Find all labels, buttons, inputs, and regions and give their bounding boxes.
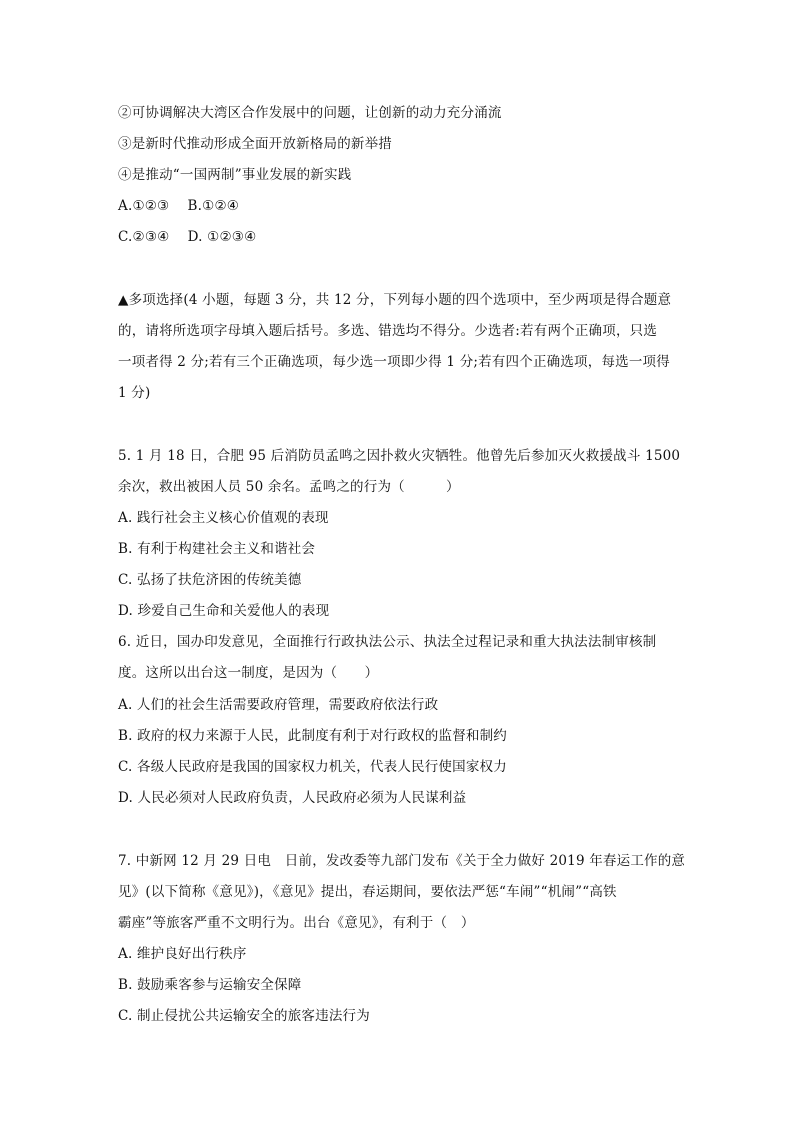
q6-option-c: C. 各级人民政府是我国的国家权力机关，代表人民行使国家权力 bbox=[118, 759, 507, 775]
q4-statement-2: ②可协调解决大湾区合作发展中的问题，让创新的动力充分涌流 bbox=[118, 105, 502, 121]
q6-option-d: D. 人民必须对人民政府负责，人民政府必须为人民谋利益 bbox=[118, 790, 467, 806]
section-header-line-4: 1 分) bbox=[118, 385, 151, 401]
q6-stem-line-2: 度。这所以出台这一制度，是因为（ ） bbox=[118, 665, 379, 681]
q7-stem-line-2: 见》(以下简称《意见》)，《意见》提出，春运期间，要依法严惩“车闹”“机闹”“高铁 bbox=[118, 884, 617, 900]
q5-option-c: C. 弘扬了扶危济困的传统美德 bbox=[118, 572, 302, 588]
q7-option-b: B. 鼓励乘客参与运输安全保障 bbox=[118, 977, 302, 993]
q6-option-b: B. 政府的权力来源于人民，此制度有利于对行政权的监督和制约 bbox=[118, 728, 508, 744]
section-header-line-2: 的，请将所选项字母填入题后括号。多选、错选均不得分。少选者:若有两个正确项，只选 bbox=[118, 323, 658, 339]
q4-statement-4: ④是推动“一国两制”事业发展的新实践 bbox=[118, 167, 352, 183]
q5-option-d: D. 珍爱自己生命和关爱他人的表现 bbox=[118, 603, 330, 619]
section-header-line-1: ▲多项选择(4 小题，每题 3 分，共 12 分，下列每小题的四个选项中，至少两项是得合题意 bbox=[118, 292, 672, 308]
q5-option-b: B. 有利于构建社会主义和谐社会 bbox=[118, 541, 316, 557]
q4-options-ab: A.①②③ B.①②④ bbox=[118, 198, 240, 214]
q6-stem-line-1: 6. 近日，国办印发意见，全面推行行政执法公示、执法全过程记录和重大执法法制审核制 bbox=[118, 634, 657, 650]
q5-stem-line-1: 5. 1 月 18 日，合肥 95 后消防员孟鸣之因扑救火灾牺牲。他曾先后参加灭火救援战斗 1500 bbox=[118, 448, 681, 464]
q4-statement-3: ③是新时代推动形成全面开放新格局的新举措 bbox=[118, 136, 392, 152]
q7-option-c: C. 制止侵扰公共运输安全的旅客违法行为 bbox=[118, 1008, 370, 1024]
q7-option-a: A. 维护良好出行秩序 bbox=[118, 946, 247, 962]
q7-stem-line-1: 7. 中新网 12 月 29 日电 日前，发改委等九部门发布《关于全力做好 2019 年春运工作的意 bbox=[118, 853, 686, 869]
q5-option-a: A. 践行社会主义核心价值观的表现 bbox=[118, 510, 329, 526]
q7-stem-line-3: 霸座”等旅客严重不文明行为。出台《意见》，有利于（ ） bbox=[118, 915, 475, 931]
q4-options-cd: C.②③④ D. ①②③④ bbox=[118, 229, 257, 245]
section-header-line-3: 一项者得 2 分;若有三个正确选项，每少选一项即少得 1 分;若有四个正确选项，每选一项得 bbox=[118, 354, 670, 370]
q5-stem-line-2: 余次，救出被困人员 50 余名。孟鸣之的行为（ ） bbox=[118, 479, 460, 495]
q6-option-a: A. 人们的社会生活需要政府管理，需要政府依法行政 bbox=[118, 697, 439, 713]
